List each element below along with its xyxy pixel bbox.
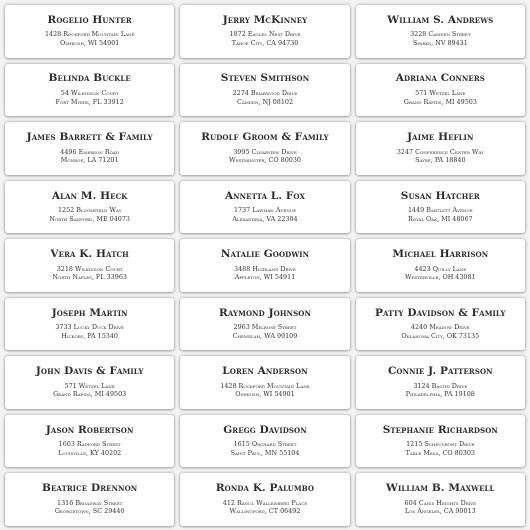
address-label [5,181,174,234]
recipient-name: Susan Hatcher [400,189,480,202]
recipient-name: Gregg Davidson [223,423,307,436]
address-label [356,122,525,175]
address-label [356,5,525,58]
city-state-zip: Georgetown, SC 29440 [54,507,125,516]
city-state-zip: Grand Rapids, MI 49503 [53,390,127,399]
city-state-zip: Westminster, CO 80030 [229,156,301,165]
street-address: 1316 Broadway Street [57,498,123,507]
street-address: 3733 Lucky Duck Drive [55,323,124,332]
street-address: 571 Wetzel Lane [64,381,115,390]
recipient-name: Ronda K. Palumbo [215,482,315,495]
street-address: 4423 Quilly Lane [414,264,467,273]
recipient-name: Jason Robertson [45,423,134,436]
address-label [5,356,174,409]
address-label [180,5,349,58]
address-label [180,415,349,468]
street-address: 604 Canis Heights Drive [404,498,477,507]
address-label [5,473,174,526]
street-address: 1615 Orchard Street [233,440,297,449]
address-label [356,181,525,234]
street-address: 1737 Lawman Avenue [233,206,297,215]
city-state-zip: Oklahoma City, OK 73135 [401,331,480,340]
street-address: 1872 Eagles Nest Drive [229,30,301,39]
city-state-zip: Monroe, LA 71201 [60,156,119,165]
city-state-zip: Wallingford, CT 06492 [229,507,301,516]
recipient-name: Raymond Johnson [219,306,311,319]
address-label [180,181,349,234]
city-state-zip: Table Mesa, CO 80303 [405,448,475,457]
address-label [180,239,349,292]
city-state-zip: Fort Myers, FL 33912 [55,97,124,106]
recipient-name: Rudolf Groom & Family [201,130,329,143]
street-address: 1428 Rockford Mountain Lane [220,381,310,390]
address-label [5,5,174,58]
recipient-name: James Barrett & Family [26,130,153,143]
street-address: 3995 Clearview Drive [233,147,297,156]
address-label [356,415,525,468]
recipient-name: Vera K. Hatch [50,248,129,261]
recipient-name: Steven Smithson [220,72,310,85]
recipient-name: William B. Maxwell [386,482,495,495]
address-label [5,64,174,117]
recipient-name: Stephanie Richardson [382,423,498,436]
address-label [356,298,525,351]
address-label [5,122,174,175]
city-state-zip: Tahoe City, CA 94730 [231,39,299,48]
recipient-name: Beatrice Drennon [42,482,138,495]
street-address: 1449 Bartlett Avenue [407,206,473,215]
address-label [180,356,349,409]
recipient-name: Joseph Martin [51,306,128,319]
address-label [356,64,525,117]
address-label [180,473,349,526]
address-label [5,239,174,292]
city-state-zip: Chewelah, WA 99109 [232,331,298,340]
street-address: 1428 Rockford Mountain Lane [44,30,135,39]
city-state-zip: Philadelphia, PA 19108 [405,390,475,399]
city-state-zip: Oshkosh, WI 54901 [59,39,120,48]
city-state-zip: Oshkosh, WI 54901 [235,390,295,399]
street-address: 1215 Scheuvront Drive [406,440,475,449]
city-state-zip: Hickory, PA 15340 [61,331,118,340]
recipient-name: Belinda Buckle [48,72,131,85]
city-state-zip: Sparks, NV 89431 [412,39,468,48]
recipient-name: Michael Harrison [392,248,489,261]
recipient-name: Alan M. Heck [51,189,128,202]
city-state-zip: North Sanford, ME 04073 [49,214,130,223]
recipient-name: Rogelio Hunter [47,13,132,26]
street-address: 4496 Emerson Road [60,147,120,156]
address-label [356,239,525,292]
street-address: 4240 Meadow Drive [410,323,470,332]
address-label [356,356,525,409]
street-address: 1252 Bloomfield Way [57,206,122,215]
street-address: 412 Raoul Wallenberg Place [222,498,308,507]
city-state-zip: Louisville, KY 40202 [58,448,122,457]
address-label [5,298,174,351]
street-address: 3218 Wilkinson Court [56,264,123,273]
street-address: 2963 Melrose Street [233,323,297,332]
recipient-name: Adriana Conners [395,72,485,85]
address-label [356,473,525,526]
city-state-zip: Sayre, PA 18840 [415,156,466,165]
address-label [180,64,349,117]
city-state-zip: Royal Oak, MI 48067 [408,214,473,223]
street-address: 3124 Bastin Drive [413,381,468,390]
recipient-name: Jaime Heflin [407,130,474,143]
recipient-name: Patty Davidson & Family [375,306,506,319]
address-label [180,298,349,351]
city-state-zip: Saint Paul, MN 55104 [230,448,300,457]
city-state-zip: Grand Rapids, MI 49503 [403,97,477,106]
recipient-name: Natalie Goodwin [220,248,310,261]
street-address: 3247 Conference Center Way [396,147,484,156]
recipient-name: Loren Anderson [222,365,308,378]
street-address: 3228 Camden Street [410,30,471,39]
recipient-name: Annetta L. Fox [224,189,306,202]
recipient-name: John Davis & Family [35,365,144,378]
address-label [180,122,349,175]
city-state-zip: Alexandria, VA 22304 [232,214,298,223]
city-state-zip: Westerville, OH 43081 [405,273,476,282]
street-address: 3488 Highland Drive [234,264,296,273]
street-address: 1603 Radford Street [58,440,121,449]
recipient-name: William S. Andrews [387,13,494,26]
street-address: 54 Wilkinson Court [60,88,119,97]
city-state-zip: Los Angeles, CA 90013 [404,507,476,516]
street-address: 2274 Briarwood Drive [232,88,298,97]
city-state-zip: Camden, NJ 08102 [236,97,294,106]
recipient-name: Connie J. Patterson [387,365,493,378]
street-address: 571 Wetzel Lane [415,88,466,97]
city-state-zip: Appleton, WI 54911 [234,273,296,282]
city-state-zip: North Naples, FL 33963 [52,273,127,282]
address-label [5,415,174,468]
recipient-name: Jerry McKinney [222,13,308,26]
